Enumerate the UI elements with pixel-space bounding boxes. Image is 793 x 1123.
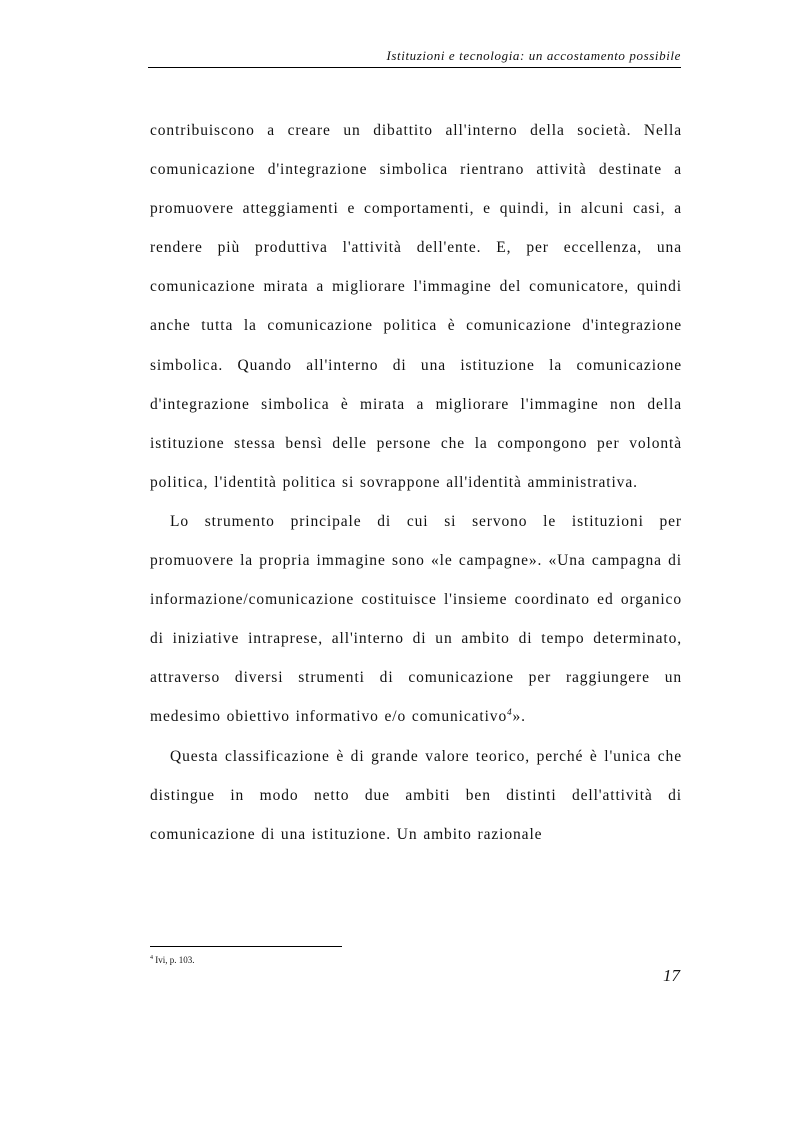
footnote-reference: 4 — [507, 707, 513, 718]
footnote — [150, 955, 195, 965]
footnote-text: Ivi, p. 103. — [153, 955, 195, 965]
paragraph-2-text: Lo strumento principale di cui si servono le istituzioni per promuovere la propria immagine sono «le campagne». «Una campagna di informazione/comunicazione costituisce l'insieme coordinato ed organico di iniziative intraprese, all'interno di un ambito di tempo determinato, attraverso diversi strumenti di comunicazione per raggiungere un medesimo obiettivo informativo e/o comunicativo — [150, 512, 682, 726]
paragraph-1: contribuiscono a creare un dibattito all'interno della società. Nella comunicazione d'integrazione simbolica rientrano attività destinate a promuovere atteggiamenti e comportamenti, e quindi, in alcuni casi, a rendere più produttiva l'attività dell'ente. E, per eccellenza, una comunicazione mirata a migliorare l'immagine del comunicatore, quindi anche tutta la comunicazione politica è comunicazione d'integrazione simbolica. Quando all'interno di una istituzione la comunicazione d'integrazione simbolica è mirata a migliorare l'immagine non della istituzione stessa bensì delle persone che la compongono per volontà politica, l'identità politica si sovrappone all'identità amministrativa. — [150, 122, 682, 491]
paragraph-2 — [150, 502, 682, 737]
page-number: 17 — [663, 966, 680, 985]
body-text — [150, 111, 682, 854]
paragraph-2-closing: ». — [512, 708, 526, 726]
running-header: Istituzioni e tecnologia: un accostamento possibile — [148, 48, 681, 68]
footnote-number: 4 — [150, 955, 153, 961]
footnote-divider — [150, 946, 342, 947]
paragraph-3: Questa classificazione è di grande valore teorico, perché è l'unica che distingue in modo netto due ambiti ben distinti dell'attività di comunicazione di una istituzione. Un ambito razionale — [150, 747, 682, 843]
